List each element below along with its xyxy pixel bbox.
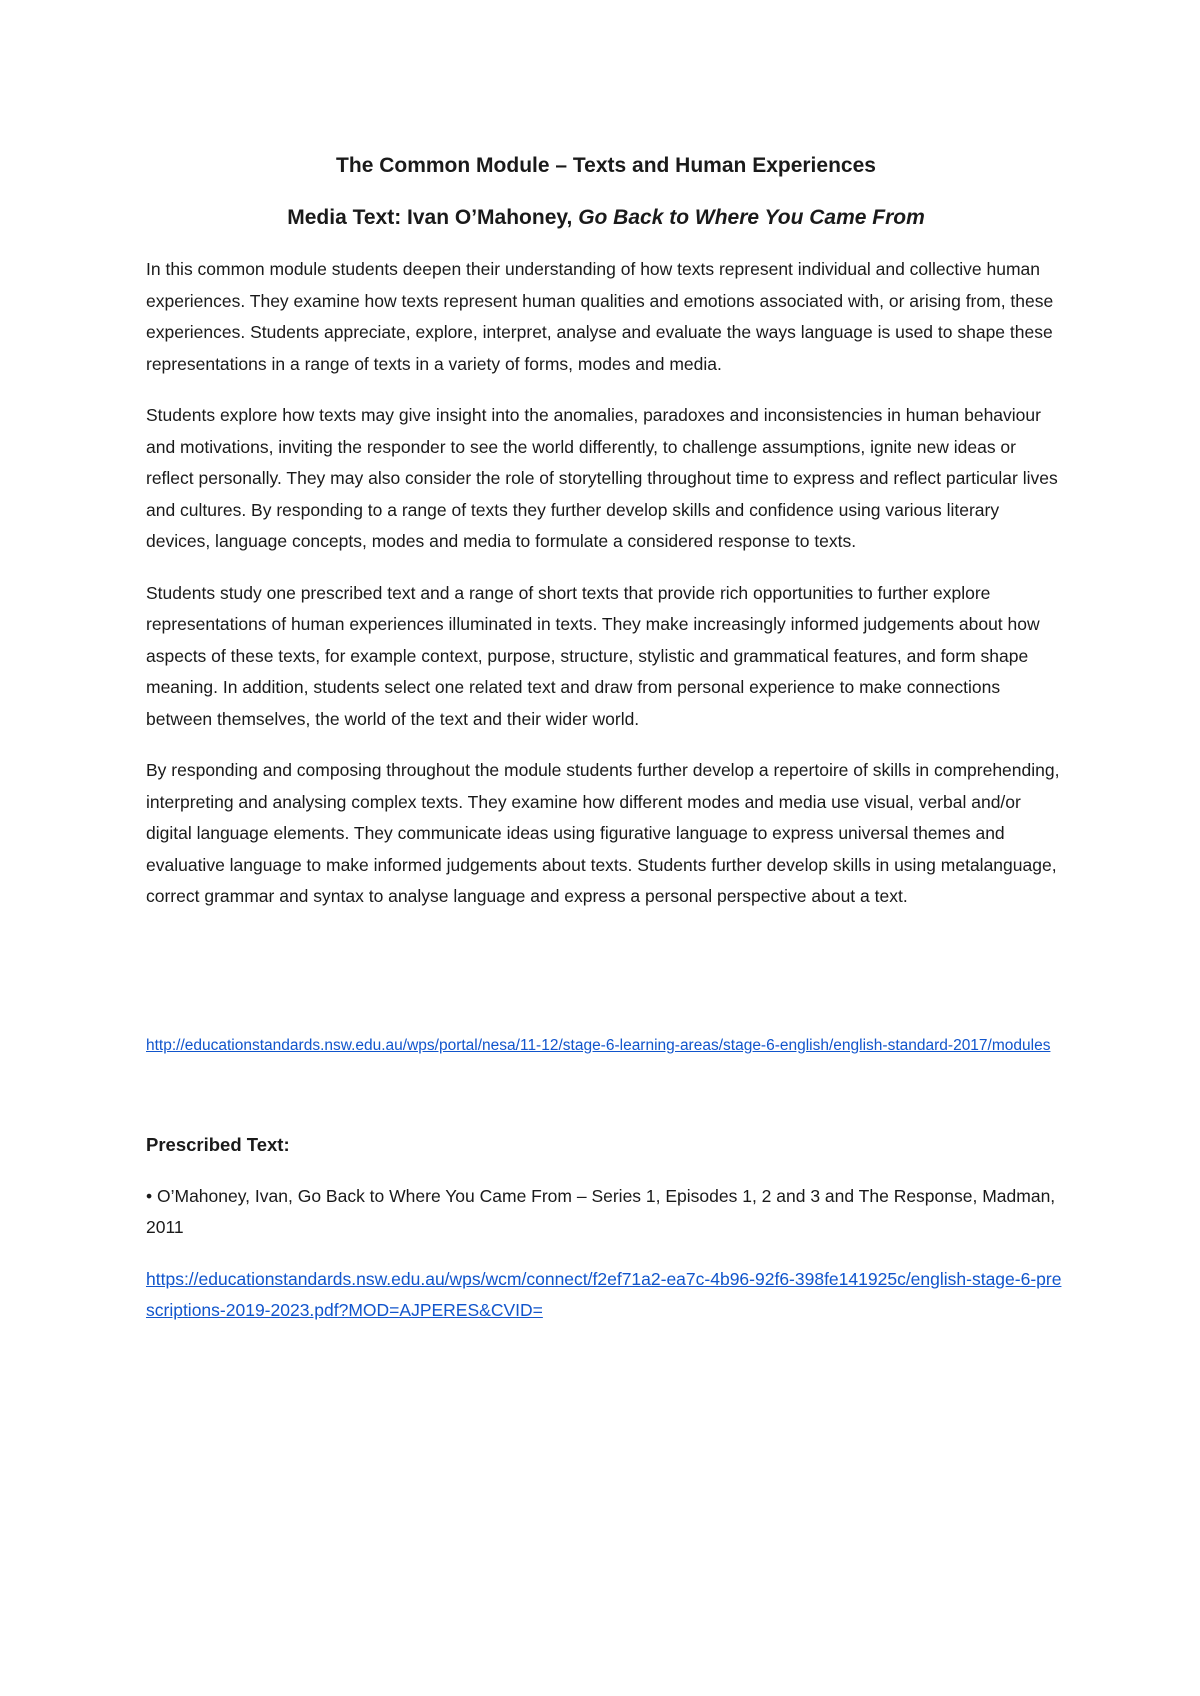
subtitle-italic-title: Go Back to Where You Came From bbox=[578, 206, 925, 229]
prescribed-text-item: • O’Mahoney, Ivan, Go Back to Where You Came From – Series 1, Episodes 1, 2 and 3 and The Response, Madman, 2011 bbox=[146, 1185, 1056, 1237]
paragraph-3: Students study one prescribed text and a range of short texts that provide rich opportunities to further explore representations of human experiences illuminated in texts. They make increasingly informed judgements about how aspects of these texts, for example context, purpose, structure, stylistic and grammatical features, and form shape meaning. In addition, students select one related text and draw from personal experience to make connections between themselves, the world of the text and their wider world. bbox=[146, 582, 1040, 729]
module-link[interactable]: http://educationstandards.nsw.edu.au/wps/portal/nesa/11-12/stage-6-learning-areas/stage-6-english/english-standard-2017/modules bbox=[146, 1036, 1051, 1054]
prescriptions-link[interactable]: https://educationstandards.nsw.edu.au/wps/wcm/connect/f2ef71a2-ea7c-4b96-92f6-398fe141925c/english-stage-6-prescriptions-2019-2023.pdf?MOD=AJPERES&CVID= bbox=[146, 1268, 1062, 1320]
document-title: The Common Module – Texts and Human Experiences bbox=[336, 154, 876, 177]
paragraph-2: Students explore how texts may give insight into the anomalies, paradoxes and inconsistencies in human behaviour and motivations, inviting the responder to see the world differently, to challenge assumptions, ignite new ideas or reflect personally. They may also consider the role of storytelling throughout time to express and reflect particular lives and cultures. By responding to a range of texts they further develop skills and confidence using various literary devices, language concepts, modes and media to formulate a considered response to texts. bbox=[146, 405, 1058, 551]
prescribed-text-heading: Prescribed Text: bbox=[146, 1133, 290, 1155]
document-subtitle bbox=[146, 200, 1066, 236]
paragraph-4: By responding and composing throughout the module students further develop a repertoire of skills in comprehending, interpreting and analysing complex texts. They examine how different modes and media use visual, verbal and/or digital language elements. They communicate ideas using figurative language to express universal themes and evaluative language to make informed judgements about texts. Students further develop skills in using metalanguage, correct grammar and syntax to analyse language and express a personal perspective about a text. bbox=[146, 760, 1060, 906]
subtitle-prefix: Media Text: Ivan O’Mahoney, bbox=[287, 206, 579, 229]
document-content bbox=[146, 140, 1066, 1327]
paragraph-1: In this common module students deepen their understanding of how texts represent individual and collective human experiences. They examine how texts represent human qualities and emotions associated with, or arising from, these experiences. Students appreciate, explore, interpret, analyse and evaluate the ways language is used to shape these representations in a range of texts in a variety of forms, modes and media. bbox=[146, 259, 1054, 374]
